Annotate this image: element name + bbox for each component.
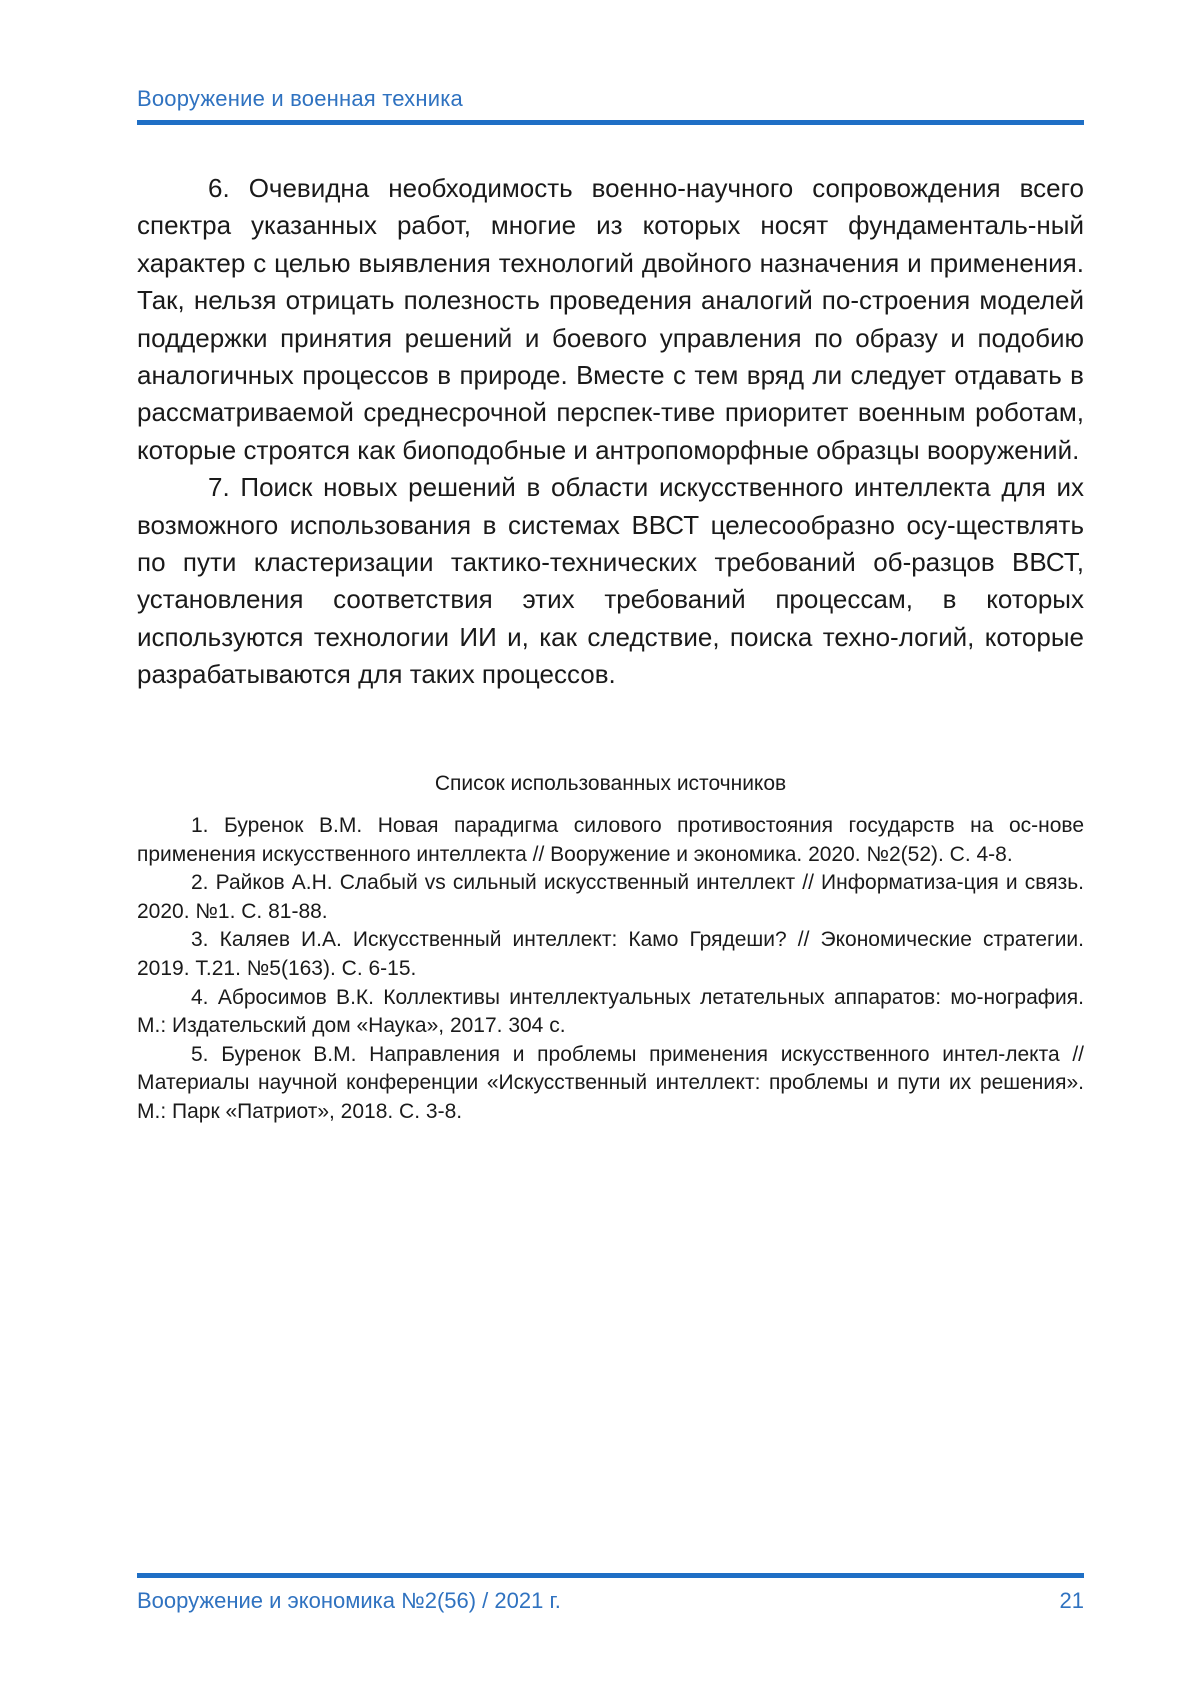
reference-item-3: 3. Каляев И.А. Искусственный интеллект: Камо Грядеши? // Экономические стратегии. 2019. Т.21. №5(163). С. 6-15. [137,928,1084,980]
page-number: 21 [1059,1588,1084,1613]
header-rule [137,120,1084,125]
body-paragraph-7: 7. Поиск новых решений в области искусственного интеллекта для их возможного использования в системах ВВСТ целесообразно осу-ществлять по пути кластеризации тактико-технических требований об-разцов ВВСТ, установления соответствия этих требований процессам, в которых используются технологии ИИ и, как следствие, поиска техно-логий, которые разрабатываются для таких процессов. [137,472,1084,690]
footer-journal: Вооружение и экономика №2(56) / 2021 г. [137,1588,561,1613]
references-heading: Список использованных источников [434,772,787,795]
body-paragraph-6: 6. Очевидна необходимость военно-научного сопровождения всего спектра указанных работ, многие из которых носят фундаменталь-ный характер с целью выявления технологий двойного назначения и применения. Так, нельзя отрицать полезность проведения аналогий по-строения моделей поддержки принятия решений и боевого управления по образу и подобию аналогичных процессов в природе. Вместе с тем вряд ли следует отдавать в рассматриваемой среднесрочной перспек-тиве приоритет военным роботам, которые строятся как биоподобные и антропоморфные образцы вооружений. [137,173,1084,465]
header-title: Вооружение и военная техника [137,86,463,111]
reference-item-1: 1. Буренок В.М. Новая парадигма силового противостояния государств на ос-нове применения искусственного интеллекта // Вооружение и экономика. 2020. №2(52). С. 4-8. [137,814,1084,866]
reference-item-4: 4. Абросимов В.К. Коллективы интеллектуальных летательных аппаратов: мо-нография. М.: Издательский дом «Наука», 2017. 304 с. [137,985,1084,1038]
footer-row [137,1586,1084,1616]
page-footer [137,1573,1084,1616]
body-text [137,170,1084,694]
reference-item-2: 2. Райков А.Н. Слабый vs сильный искусственный интеллект // Информатиза-ция и связь. 2020. №1. С. 81-88. [137,871,1084,923]
reference-item-5: 5. Буренок В.М. Направления и проблемы применения искусственного интел-лекта // Материалы научной конференции «Искусственный интеллект: проблемы и пути их решения». М.: Парк «Патриот», 2018. С. 3-8. [137,1042,1084,1123]
footer-rule [137,1573,1084,1578]
references-list [137,812,1084,1127]
page-header [137,84,1084,125]
